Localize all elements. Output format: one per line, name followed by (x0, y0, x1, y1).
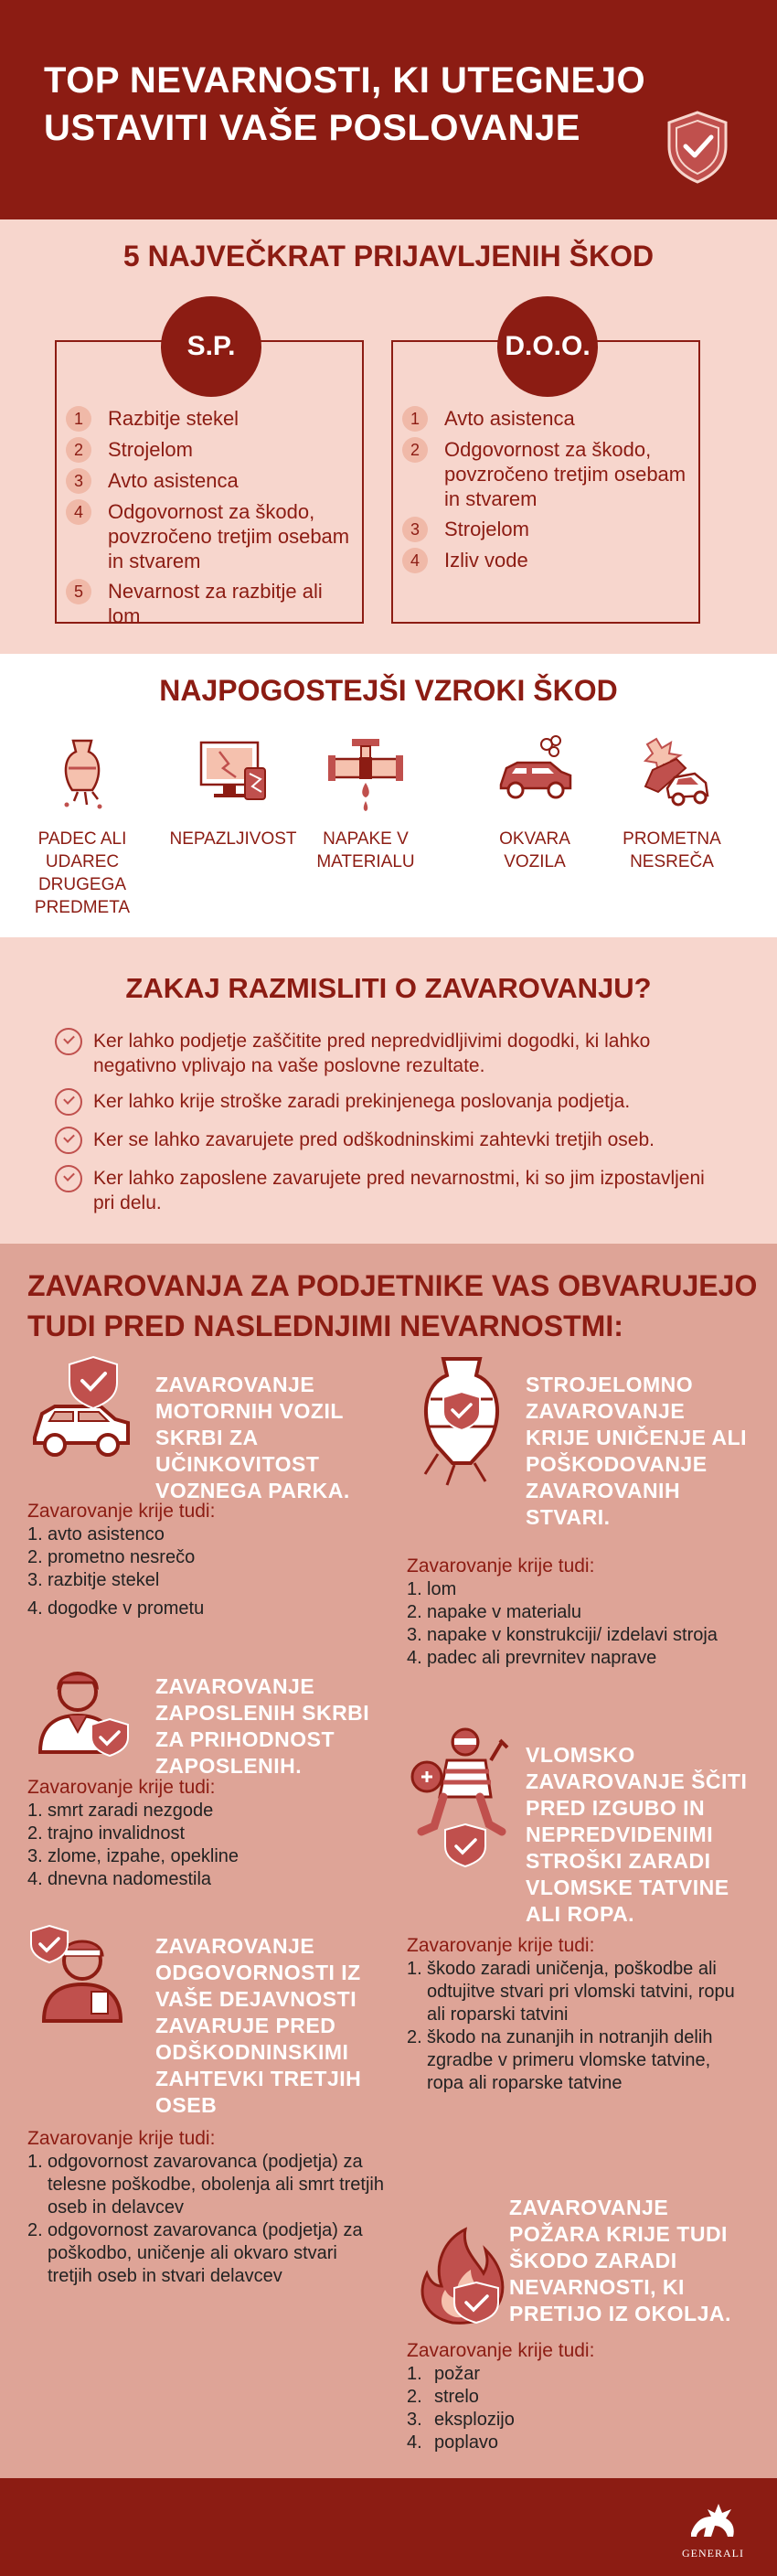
list-item: Ker lahko podjetje zaščitite pred nepredvidljivimi dogodki, ki lahko negativno vplivajo na vaše poslovne rezultate. (55, 1029, 713, 1078)
list-item: 2 Odgovornost za škodo, povzročeno tretjim osebam in stvarem (402, 437, 689, 511)
list-item: 3. eksplozijo (407, 2410, 515, 2430)
list-item: 1 Razbitje stekel (66, 406, 353, 432)
number-badge: 4 (66, 499, 91, 525)
number-badge: 3 (66, 468, 91, 494)
list-item: 2. škodo na zunanjih in notranjih delih zgradbe v primeru vlomske tatvine, ropa ali roparske tatvine (407, 2027, 713, 2093)
list-item: 5 Nevarnost za razbitje ali lom (66, 579, 353, 628)
list-item: 4. dogodke v prometu (27, 1598, 205, 1619)
page-title: TOP NEVARNOSTI, KI UTEGNEJO USTAVITI VAŠE POSLOVANJE (44, 60, 646, 148)
number-badge: 1 (402, 406, 428, 432)
cause-label: OKVARA VOZILA (499, 829, 570, 871)
list-item: 1. smrt zaradi nezgode (27, 1801, 214, 1821)
header (0, 0, 777, 219)
list-item: 3. razbitje stekel (27, 1570, 160, 1590)
fire-insurance-block (407, 2195, 763, 2451)
number-badge: 2 (402, 437, 428, 463)
list-item: 4. dnevna nadomestila (27, 1869, 212, 1889)
generali-logo[interactable] (676, 2496, 750, 2560)
reasons-section (0, 937, 777, 1244)
cause-label: PADEC ALI UDAREC DRUGEGA PREDMETA (34, 829, 131, 917)
lion-logo-icon (686, 2496, 740, 2542)
block-title: STROJELOMNO ZAVAROVANJE KRIJE UNIČENJE ALI POŠKODOVANJE ZAVAROVANIH STVARI. (526, 1373, 748, 1529)
insurance-heading: ZAVAROVANJA ZA PODJETNIKE VAS OBVARUJEJO TUDI PRED NASLEDNJIMI NEVARNOSTMI: (27, 1269, 758, 1342)
cause-item (608, 732, 736, 873)
cause-item (302, 732, 430, 873)
list-item: 3. zlome, izpahe, opekline (27, 1846, 239, 1866)
list-item: Ker lahko krije stroške zaradi prekinjenega poslovanja podjetja. (55, 1089, 713, 1117)
leaking-pipe-icon (325, 732, 407, 814)
sp-badge: S.P. (161, 296, 261, 397)
doo-badge: D.O.O. (497, 296, 598, 397)
top-claims-section (0, 219, 777, 654)
list-item: 4. poplavo (407, 2432, 499, 2453)
block-title: ZAVAROVANJE ZAPOSLENIH SKRBI ZA PRIHODNOST ZAPOSLENIH. (155, 1674, 370, 1778)
list-item: 4. padec ali prevrnitev naprave (407, 1648, 657, 1668)
vase-shield-icon (407, 1353, 516, 1491)
footer (0, 2478, 777, 2576)
list-item: Ker lahko zaposlene zavarujete pred nevarnostmi, ki so jim izpostavljeni pri delu. (55, 1166, 713, 1215)
block-title: ZAVAROVANJE MOTORNIH VOZIL SKRBI ZA UČINKOVITOST VOZNEGA PARKA. (155, 1373, 350, 1502)
list-item: 2. napake v materialu (407, 1602, 581, 1622)
block-title: VLOMSKO ZAVAROVANJE ŠČITI PRED IZGUBO IN NEPREDVIDENIMI STROŠKI ZARADI VLOMSKE TATVINE ALI ROPA. (526, 1743, 748, 1926)
cause-item (169, 732, 297, 850)
covers-label: Zavarovanje krije tudi: (407, 1555, 595, 1577)
list-item: 2 Strojelom (66, 437, 353, 463)
thief-shield-icon (407, 1724, 516, 1870)
list-item: 3 Avto asistenca (66, 468, 353, 494)
logo-text: GENERALI (682, 2547, 744, 2560)
car-shield-icon (27, 1353, 137, 1463)
broken-monitor-icon (192, 732, 274, 814)
list-item: 3. napake v konstrukciji/ izdelavi stroja (407, 1625, 718, 1645)
employee-insurance-block (27, 1655, 384, 1889)
check-circle-icon (55, 1165, 82, 1192)
number-badge: 1 (66, 406, 91, 432)
list-item: 2. odgovornost zavarovanca (podjetja) za poškodbo, uničenje ali okvaro stvari tretjih oseb in stvari delavcev (27, 2220, 363, 2286)
vehicle-insurance-block (27, 1353, 384, 1628)
covers-label: Zavarovanje krije tudi: (27, 2128, 216, 2149)
check-circle-icon (55, 1088, 82, 1116)
covers-label: Zavarovanje krije tudi: (407, 2340, 595, 2361)
fire-shield-icon (407, 2222, 516, 2332)
injured-worker-icon (27, 1920, 137, 2030)
block-title: ZAVAROVANJE ODGOVORNOSTI IZ VAŠE DEJAVNOSTI ZAVARUJE PRED ODŠKODNINSKIMI ZAHTEVKI TRETJIH OSEB (155, 1934, 362, 2117)
broken-car-icon (494, 732, 576, 814)
list-item: 2. prometno nesrečo (27, 1547, 196, 1567)
cause-item (18, 732, 146, 919)
shield-check-icon (665, 110, 729, 185)
cause-item (471, 732, 599, 873)
list-item: 2. strelo (407, 2387, 479, 2407)
number-badge: 2 (66, 437, 91, 463)
list-item: 2. trajno invalidnost (27, 1823, 186, 1844)
cause-label: NEPAZLJIVOST (169, 829, 297, 849)
falling-vase-icon (41, 732, 123, 814)
worker-shield-icon (27, 1655, 137, 1765)
cause-label: NAPAKE V MATERIALU (316, 829, 415, 871)
list-item: 1. odgovornost zavarovanca (podjetja) za telesne poškodbe, obolenja ali smrt tretjih oseb in delavcev (27, 2152, 384, 2218)
check-circle-icon (55, 1028, 82, 1055)
number-badge: 5 (66, 579, 91, 604)
causes-heading: NAJPOGOSTEJŠI VZROKI ŠKOD (159, 674, 618, 707)
covers-label: Zavarovanje krije tudi: (27, 1777, 216, 1798)
list-item: 1. požar (407, 2364, 481, 2384)
check-circle-icon (55, 1127, 82, 1154)
doo-box (391, 331, 700, 624)
claims-heading: 5 NAJVEČKRAT PRIJAVLJENIH ŠKOD (122, 240, 655, 273)
causes-section (0, 654, 777, 937)
insurance-section (0, 1244, 777, 2478)
list-item: 4 Odgovornost za škodo, povzročeno tretjim osebam in stvarem (66, 499, 353, 573)
list-item: 1. lom (407, 1579, 457, 1599)
sp-box (55, 331, 364, 627)
covers-label: Zavarovanje krije tudi: (27, 1501, 216, 1522)
burglary-insurance-block (407, 1724, 763, 2126)
machinery-insurance-block (407, 1353, 763, 1683)
list-item: 3 Strojelom (402, 517, 689, 542)
car-crash-icon (631, 732, 713, 814)
covers-label: Zavarovanje krije tudi: (407, 1935, 595, 1956)
list-item: 1. škodo zaradi uničenja, poškodbe ali odtujitve stvari pri vlomski tatvini, ropu ali roparski tatvini (407, 1959, 735, 2025)
reasons-heading: ZAKAJ RAZMISLITI O ZAVAROVANJU? (125, 972, 652, 1004)
list-item: Ker se lahko zavarujete pred odškodninskimi zahtevki tretjih oseb. (55, 1128, 713, 1155)
liability-insurance-block (27, 1920, 393, 2286)
number-badge: 3 (402, 517, 428, 542)
list-item: 4 Izliv vode (402, 548, 689, 573)
number-badge: 4 (402, 548, 428, 573)
list-item: 1. avto asistenco (27, 1524, 165, 1545)
cause-label: PROMETNA NESREČA (623, 829, 721, 871)
block-title: ZAVAROVANJE POŽARA KRIJE TUDI ŠKODO ZARADI NEVARNOSTI, KI PRETIJO IZ OKOLJA. (509, 2196, 731, 2325)
list-item: 1 Avto asistenca (402, 406, 689, 432)
